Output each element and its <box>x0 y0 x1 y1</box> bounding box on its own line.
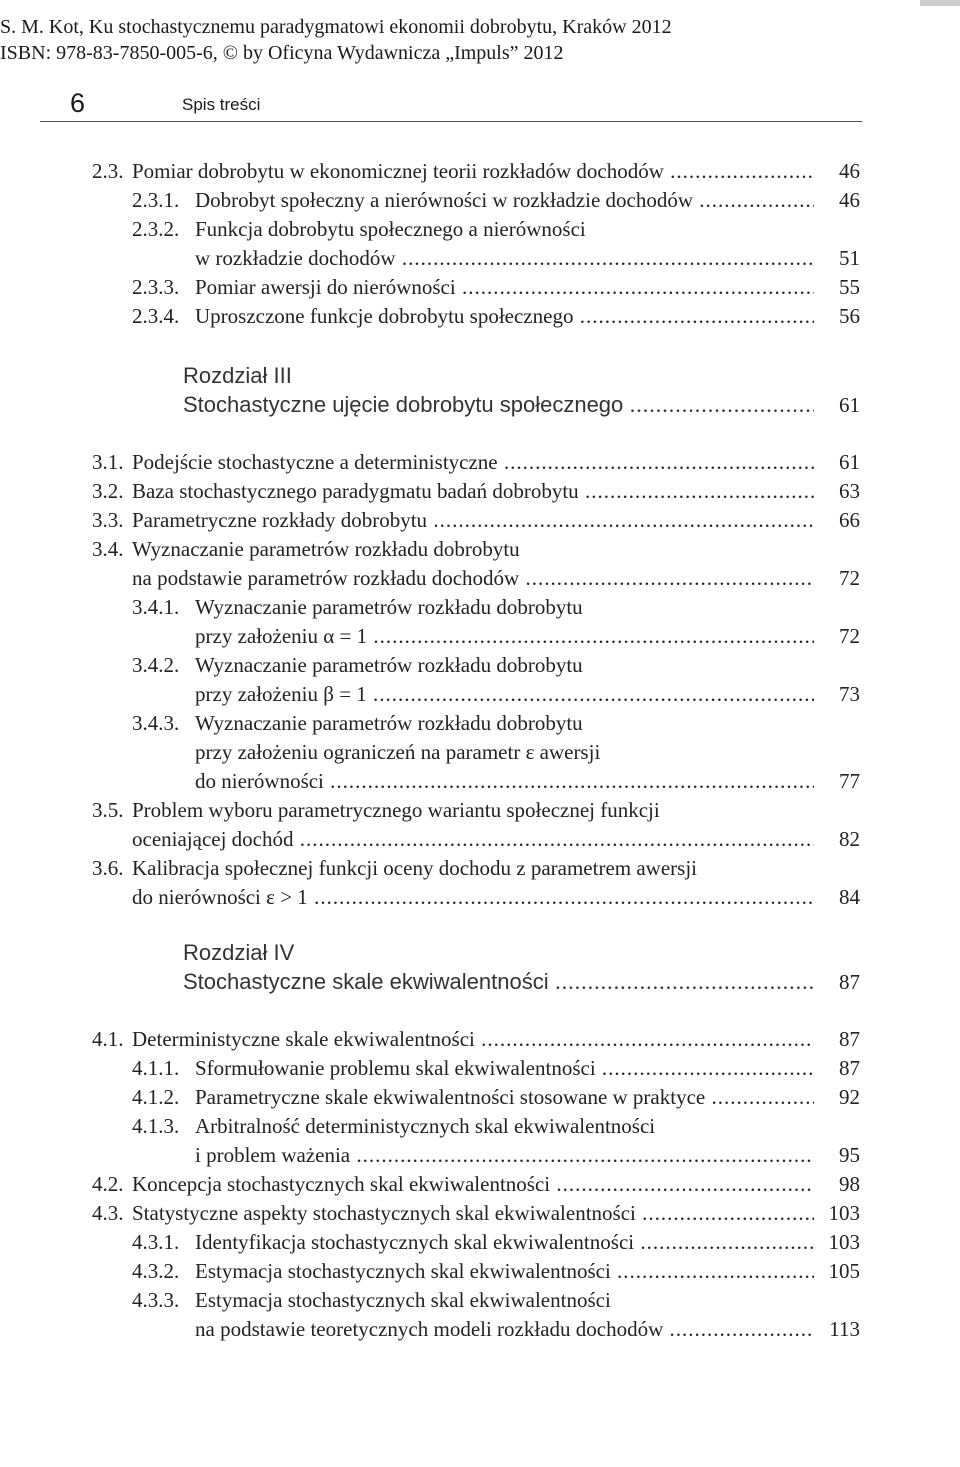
toc-entry-title: Pomiar dobrobytu w ekonomicznej teorii rozkładów dochodów ..... <box>132 156 814 186</box>
toc-entry-4-3-3-cont[interactable] <box>0 1314 960 1344</box>
toc-entry-number: 2.3.1. <box>132 188 180 212</box>
toc-entry-2-3[interactable] <box>0 156 960 186</box>
chapter-4-title: Stochastyczne skale ekwiwalentności ..... <box>183 967 814 997</box>
toc-entry-title: Funkcja dobrobytu społecznego a nierówności <box>195 217 586 241</box>
toc-entry-2-3-1[interactable] <box>0 185 960 215</box>
toc-entry-4-1-2[interactable] <box>0 1082 960 1112</box>
toc-entry-3-4[interactable] <box>0 534 960 564</box>
toc-entry-page: 98 <box>839 1172 860 1196</box>
toc-entry-page: 56 <box>839 304 860 328</box>
toc-entry-page: 84 <box>839 885 860 909</box>
toc-entry-4-3-3[interactable] <box>0 1285 960 1315</box>
toc-entry-page: 61 <box>839 450 860 474</box>
toc-entry-page: 73 <box>839 682 860 706</box>
toc-entry-4-1-1[interactable] <box>0 1053 960 1083</box>
toc-entry-3-5[interactable] <box>0 795 960 825</box>
toc-entry-3-4-2-cont[interactable] <box>0 679 960 709</box>
citation-line-2: ISBN: 978-83-7850-005-6, © by Oficyna Wydawnicza „Impuls” 2012 <box>0 42 564 64</box>
toc-entry-title: Wyznaczanie parametrów rozkładu dobrobytu <box>195 711 583 735</box>
toc-entry-number: 4.3.3. <box>132 1288 180 1312</box>
toc-entry-number: 3.4.1. <box>132 595 180 619</box>
toc-entry-title: Kalibracja społecznej funkcji oceny dochodu z parametrem awersji <box>132 856 698 880</box>
toc-entry-number: 2.3. <box>92 159 124 183</box>
toc-entry-page: 82 <box>839 827 860 851</box>
toc-entry-number: 3.6. <box>92 856 124 880</box>
toc-entry-page: 113 <box>829 1317 860 1341</box>
header-rule <box>40 121 862 122</box>
toc-entry-title: Parametryczne skale ekwiwalentności stosowane w praktyce ..... <box>195 1082 814 1112</box>
toc-entry-2-3-2[interactable] <box>0 214 960 244</box>
toc-entry-title: Statystyczne aspekty stochastycznych skal ekwiwalentności ..... <box>132 1198 814 1228</box>
toc-entry-number: 4.3.1. <box>132 1230 180 1254</box>
toc-entry-title-continued: do nierówności ..... <box>195 766 814 796</box>
toc-entry-4-2[interactable] <box>0 1169 960 1199</box>
toc-entry-3-4-3[interactable] <box>0 708 960 738</box>
toc-entry-3-4-2[interactable] <box>0 650 960 680</box>
toc-entry-title: Identyfikacja stochastycznych skal ekwiwalentności ..... <box>195 1227 814 1257</box>
toc-entry-number: 4.3.2. <box>132 1259 180 1283</box>
toc-entry-title-continued: przy założeniu β = 1 ..... <box>195 679 814 709</box>
toc-entry-title: Dobrobyt społeczny a nierówności w rozkładzie dochodów ..... <box>195 185 814 215</box>
toc-entry-2-3-4[interactable] <box>0 301 960 331</box>
chapter-4-page: 87 <box>839 970 860 994</box>
toc-entry-number: 4.1. <box>92 1027 124 1051</box>
chapter-3-title: Stochastyczne ujęcie dobrobytu społecznego ..... <box>183 390 814 420</box>
toc-entry-4-3-2[interactable] <box>0 1256 960 1286</box>
toc-entry-number: 3.1. <box>92 450 124 474</box>
toc-entry-title: Wyznaczanie parametrów rozkładu dobrobytu <box>132 537 520 561</box>
toc-entry-title: Problem wyboru parametrycznego wariantu społecznej funkcji <box>132 798 660 822</box>
toc-entry-title-continued: na podstawie parametrów rozkładu dochodów ..... <box>132 563 814 593</box>
toc-entry-page: 46 <box>839 188 860 212</box>
toc-entry-title: Podejście stochastyczne a deterministyczne ..... <box>132 447 814 477</box>
toc-entry-3-4-3-cont2[interactable] <box>0 766 960 796</box>
toc-entry-page: 103 <box>828 1230 860 1254</box>
toc-entry-page: 87 <box>839 1056 860 1080</box>
toc-entry-page: 95 <box>839 1143 860 1167</box>
toc-entry-3-4-cont[interactable] <box>0 563 960 593</box>
toc-entry-number: 2.3.3. <box>132 275 180 299</box>
citation-header <box>0 14 672 66</box>
toc-entry-2-3-3[interactable] <box>0 272 960 302</box>
toc-entry-number: 2.3.4. <box>132 304 180 328</box>
toc-entry-number: 3.4.3. <box>132 711 180 735</box>
toc-entry-title-continued: na podstawie teoretycznych modeli rozkładu dochodów ..... <box>195 1314 814 1344</box>
toc-entry-3-6[interactable] <box>0 853 960 883</box>
chapter-3-title-row[interactable] <box>0 390 960 420</box>
toc-entry-3-6-cont[interactable] <box>0 882 960 912</box>
toc-entry-title: Baza stochastycznego paradygmatu badań dobrobytu ..... <box>132 476 814 506</box>
chapter-4-label: Rozdział IV <box>183 940 295 965</box>
toc-entry-title: Estymacja stochastycznych skal ekwiwalentności <box>195 1288 611 1312</box>
toc-entry-page: 77 <box>839 769 860 793</box>
toc-entry-number: 3.3. <box>92 508 124 532</box>
toc-entry-number: 4.1.2. <box>132 1085 180 1109</box>
toc-entry-title-continued: oceniającej dochód ..... <box>132 824 814 854</box>
running-head-title: Spis treści <box>182 95 261 114</box>
toc-entry-title-continued: w rozkładzie dochodów ..... <box>195 243 814 273</box>
chapter-3-page: 61 <box>839 393 860 417</box>
toc-entry-page: 92 <box>839 1085 860 1109</box>
toc-entry-title: Wyznaczanie parametrów rozkładu dobrobytu <box>195 653 583 677</box>
toc-entry-page: 103 <box>828 1201 860 1225</box>
toc-entry-title: Uproszczone funkcje dobrobytu społecznego ..... <box>195 301 814 331</box>
toc-entry-number: 3.4. <box>92 537 124 561</box>
toc-entry-title: Sformułowanie problemu skal ekwiwalentności ..... <box>195 1053 814 1083</box>
toc-entry-3-5-cont[interactable] <box>0 824 960 854</box>
toc-entry-number: 2.3.2. <box>132 217 180 241</box>
toc-entry-3-4-3-cont[interactable] <box>0 737 960 767</box>
toc-entry-4-1-3-cont[interactable] <box>0 1140 960 1170</box>
toc-entry-3-1[interactable] <box>0 447 960 477</box>
corner-mark <box>920 0 960 6</box>
toc-entry-title: Parametryczne rozkłady dobrobytu ..... <box>132 505 814 535</box>
toc-entry-page: 87 <box>839 1027 860 1051</box>
toc-entry-number: 4.2. <box>92 1172 124 1196</box>
toc-entry-page: 66 <box>839 508 860 532</box>
toc-entry-number: 3.4.2. <box>132 653 180 677</box>
toc-entry-title-continued: i problem ważenia ..... <box>195 1140 814 1170</box>
chapter-3-label: Rozdział III <box>183 363 292 388</box>
toc-entry-4-3[interactable] <box>0 1198 960 1228</box>
toc-entry-4-3-1[interactable] <box>0 1227 960 1257</box>
toc-entry-page: 72 <box>839 624 860 648</box>
toc-entry-title: Koncepcja stochastycznych skal ekwiwalentności ..... <box>132 1169 814 1199</box>
toc-entry-3-4-1-cont[interactable] <box>0 621 960 651</box>
toc-entry-page: 72 <box>839 566 860 590</box>
toc-entry-page: 55 <box>839 275 860 299</box>
toc-entry-4-1[interactable] <box>0 1024 960 1054</box>
toc-entry-title: Estymacja stochastycznych skal ekwiwalentności ..... <box>195 1256 814 1286</box>
chapter-4-title-row[interactable] <box>0 967 960 997</box>
toc-entry-number: 3.5. <box>92 798 124 822</box>
toc-entry-3-4-1[interactable] <box>0 592 960 622</box>
toc-entry-page: 63 <box>839 479 860 503</box>
citation-line-1: S. M. Kot, Ku stochastycznemu paradygmatowi ekonomii dobrobytu, Kraków 2012 <box>0 16 672 38</box>
toc-entry-title: Arbitralność deterministycznych skal ekwiwalentności <box>195 1114 656 1138</box>
toc-entry-page: 105 <box>828 1259 860 1283</box>
toc-entry-title-continued: do nierówności ε > 1 ..... <box>132 882 814 912</box>
toc-entry-number: 4.3. <box>92 1201 124 1225</box>
toc-entry-page: 46 <box>839 159 860 183</box>
toc-entry-3-2[interactable] <box>0 476 960 506</box>
page-number: 6 <box>70 88 86 118</box>
toc-entry-number: 4.1.1. <box>132 1056 180 1080</box>
toc-entry-title: Wyznaczanie parametrów rozkładu dobrobytu <box>195 595 583 619</box>
toc-entry-title: Deterministyczne skale ekwiwalentności ..... <box>132 1024 814 1054</box>
toc-entry-title-continued: przy założeniu ograniczeń na parametr ε awersji <box>195 740 601 764</box>
toc-entry-3-3[interactable] <box>0 505 960 535</box>
toc-entry-title: Pomiar awersji do nierówności ..... <box>195 272 814 302</box>
toc-entry-4-1-3[interactable] <box>0 1111 960 1141</box>
toc-entry-number: 4.1.3. <box>132 1114 180 1138</box>
toc-entry-2-3-2-cont[interactable] <box>0 243 960 273</box>
toc-entry-page: 51 <box>839 246 860 270</box>
toc-entry-title-continued: przy założeniu α = 1 ..... <box>195 621 814 651</box>
toc-entry-number: 3.2. <box>92 479 124 503</box>
